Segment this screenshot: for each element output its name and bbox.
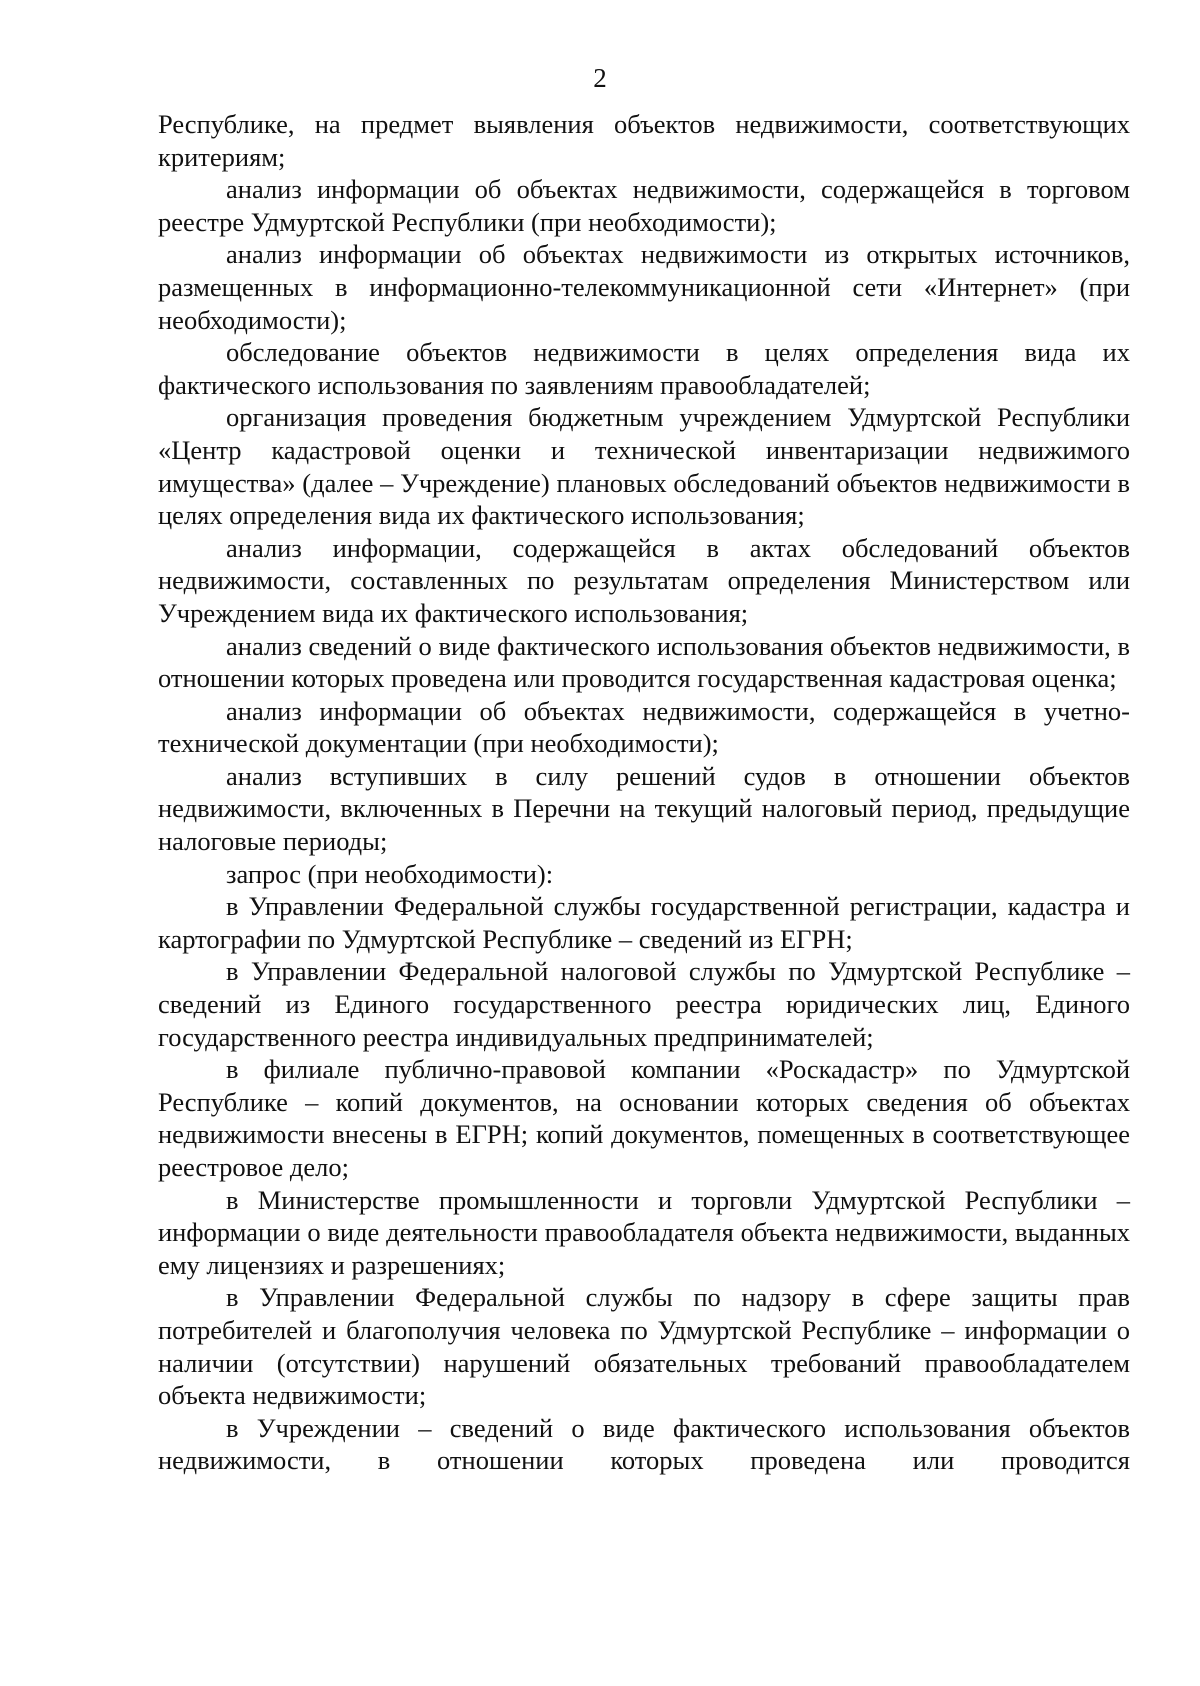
paragraph: в Управлении Федеральной налоговой службы по Удмуртской Республике – сведений из Единого государственного реестра юридических лиц, Единого государственного реестра индивидуальных предпринимателей; [158, 956, 1130, 1052]
paragraph: анализ информации, содержащейся в актах обследований объектов недвижимости, составленных по результатам определения Министерством или Учреждением вида их фактического использования; [158, 532, 1130, 628]
paragraph: обследование объектов недвижимости в целях определения вида их фактического использования по заявлениям правообладателей; [158, 337, 1130, 400]
paragraph: в филиале публично-правовой компании «Роскадастр» по Удмуртской Республике – копий документов, на основании которых сведения об объектах недвижимости внесены в ЕГРН; копий документов, помещенных в соответствующее реестровое дело; [158, 1054, 1130, 1182]
paragraph: в Управлении Федеральной службы государственной регистрации, кадастра и картографии по Удмуртской Республике – сведений из ЕГРН; [158, 891, 1130, 954]
paragraph: организация проведения бюджетным учреждением Удмуртской Республики «Центр кадастровой оценки и технической инвентаризации недвижимого имущества» (далее – Учреждение) плановых обследований объектов недвижимости в целях определения вида их фактического использования; [158, 402, 1130, 531]
paragraph: анализ информации об объектах недвижимости, содержащейся в торговом реестре Удмуртской Республики (при необходимости); [158, 174, 1130, 237]
paragraph: Республике, на предмет выявления объектов недвижимости, соответствующих критериям; [158, 109, 1130, 172]
paragraph: в Учреждении – сведений о виде фактического использования объектов недвижимости, в отношении которых проведена или проводится [158, 1412, 1130, 1476]
document-body [158, 108, 1130, 1477]
paragraph: анализ информации об объектах недвижимости из открытых источников, размещенных в информационно-телекоммуникационной сети «Интернет» (при необходимости); [158, 239, 1130, 335]
paragraph: запрос (при необходимости): [226, 858, 554, 889]
page-number: 2 [593, 63, 607, 93]
paragraph: анализ вступивших в силу решений судов в отношении объектов недвижимости, включенных в Перечни на текущий налоговый период, предыдущие налоговые периоды; [158, 760, 1130, 857]
paragraph: анализ сведений о виде фактического использования объектов недвижимости, в отношении которых проведена или проводится государственная кадастровая оценка; [158, 630, 1130, 694]
paragraph: в Управлении Федеральной службы по надзору в сфере защиты прав потребителей и благополучия человека по Удмуртской Республике – информации о наличии (отсутствии) нарушений обязательных требований правообладателем объекта недвижимости; [158, 1282, 1130, 1411]
paragraph: в Министерстве промышленности и торговли Удмуртской Республики – информации о виде деятельности правообладателя объекта недвижимости, выданных ему лицензиях и разрешениях; [158, 1184, 1130, 1280]
paragraph: анализ информации об объектах недвижимости, содержащейся в учетно-технической документации (при необходимости); [158, 695, 1130, 759]
